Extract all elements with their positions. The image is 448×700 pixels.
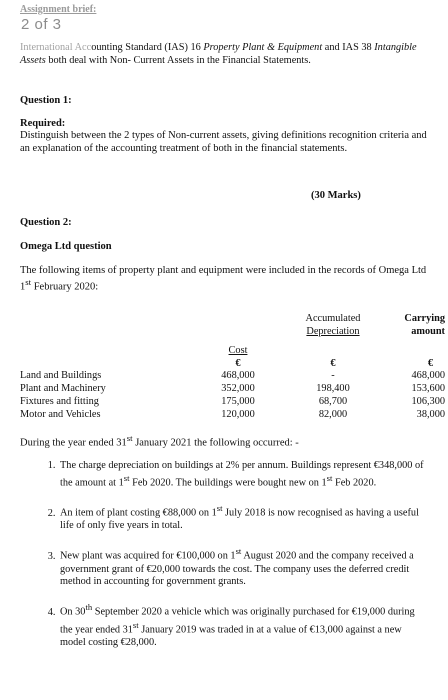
row-acc-dep: 198,400 — [316, 383, 350, 395]
event-text: September 2020 a vehicle which was originally purchased for €19,000 during the year ended 31 — [60, 606, 415, 635]
intro-text-2: and IAS 38 — [322, 42, 375, 53]
header-carrying-2: amount — [411, 325, 445, 337]
table-row — [20, 370, 445, 383]
events-list — [20, 460, 428, 663]
header-cost: Cost — [228, 344, 248, 356]
events-lead-text-1: During the year ended 31 — [20, 437, 127, 449]
event-sup: st — [326, 472, 333, 483]
event-sup: st — [123, 472, 130, 483]
row-carrying: 468,000 — [411, 370, 445, 382]
question2-body-sup: st — [25, 277, 32, 288]
table-row — [20, 396, 445, 409]
intro-italic-intangible: Intangible Assets — [20, 42, 417, 66]
question2-body-text-2: February 2020: — [31, 281, 99, 293]
question2-body — [20, 264, 430, 294]
row-item: Plant and Machinery — [20, 383, 106, 395]
header-accumulated-2: Depreciation — [306, 325, 360, 337]
table-header-row-1 — [20, 313, 445, 326]
question1-title: Question 1: — [20, 95, 72, 106]
row-acc-dep: 68,700 — [318, 396, 348, 408]
table-row — [20, 409, 445, 422]
list-item — [58, 460, 428, 490]
event-sup: st — [216, 503, 223, 514]
question2-body-text-1: The following items of property plant and equipment were included in the records of Omega Ltd 1 — [20, 265, 427, 293]
event-text: Feb 2020. — [332, 477, 377, 489]
list-item — [58, 602, 428, 649]
question2-subtitle: Omega Ltd question — [20, 241, 112, 252]
page-indicator: 2 of 3 — [21, 16, 62, 33]
question1-required-label: Required: — [20, 118, 66, 129]
row-cost: 468,000 — [221, 370, 255, 382]
event-text: July 2018 is now recognised as having a useful life of only five years in total. — [60, 507, 419, 532]
ppe-table — [20, 313, 445, 422]
header-carrying-1: Carrying — [404, 313, 445, 324]
row-carrying: 38,000 — [416, 409, 445, 421]
currency-carrying: € — [427, 357, 433, 369]
event-sup: th — [85, 602, 93, 613]
intro-text-3: both deal with Non- Current Assets in the Financial Statements. — [45, 54, 311, 66]
event-text: An item of plant costing €88,000 on 1 — [60, 507, 217, 519]
intro-text-1: ounting Standard (IAS) 16 — [91, 42, 204, 53]
event-text: January 2019 was traded in at a value of €13,000 against a new model costing €28,000. — [60, 623, 402, 648]
intro-faded-lead: International Acc — [20, 42, 92, 53]
row-item: Fixtures and fitting — [20, 396, 99, 408]
list-item — [58, 503, 428, 533]
question1-body: Distinguish between the 2 types of Non-current assets, giving definitions recognition criteria and an explanation of the accounting treatment of both in the financial statements. — [20, 130, 427, 155]
intro-italic-ppe: Property Plant & Equipment — [203, 42, 323, 53]
assignment-brief-label: Assignment brief: — [20, 4, 97, 15]
question1-marks: (30 Marks) — [311, 190, 361, 201]
currency-accumulated: € — [330, 357, 336, 369]
row-cost: 352,000 — [221, 383, 255, 395]
table-currency-row — [20, 358, 445, 371]
event-text: August 2020 and the company received a government grant of €20,000 towards the cost. The company uses the deferred credit method in accounting for government grants. — [60, 550, 414, 588]
event-text: Feb 2020. The buildings were bought new on 1 — [129, 477, 327, 489]
event-text: The charge depreciation on buildings at 2% per annum. Buildings represent €348,000 of the amount at 1 — [60, 460, 424, 489]
row-carrying: 106,300 — [411, 396, 445, 408]
row-carrying: 153,600 — [411, 383, 445, 395]
events-lead-sup: st — [126, 433, 133, 443]
intro-paragraph — [20, 42, 430, 68]
event-text: On 30 — [60, 606, 86, 618]
events-lead — [20, 433, 430, 450]
question2-title: Question 2: — [20, 217, 72, 228]
currency-cost: € — [235, 357, 241, 369]
events-lead-text-2: January 2021 the following occurred: - — [132, 437, 299, 449]
row-cost: 120,000 — [221, 409, 255, 421]
event-sup: st — [132, 619, 139, 630]
row-acc-dep: - — [331, 370, 335, 382]
list-item — [58, 546, 428, 589]
row-cost: 175,000 — [221, 396, 255, 408]
header-accumulated-1: Accumulated — [305, 313, 361, 324]
event-text: New plant was acquired for €100,000 on 1 — [60, 550, 236, 562]
table-header-row-3 — [20, 339, 445, 358]
event-sup: st — [235, 546, 242, 557]
table-header-row-2 — [20, 326, 445, 339]
table-row — [20, 383, 445, 396]
row-acc-dep: 82,000 — [318, 409, 348, 421]
row-item: Land and Buildings — [20, 370, 102, 382]
row-item: Motor and Vehicles — [20, 409, 101, 421]
